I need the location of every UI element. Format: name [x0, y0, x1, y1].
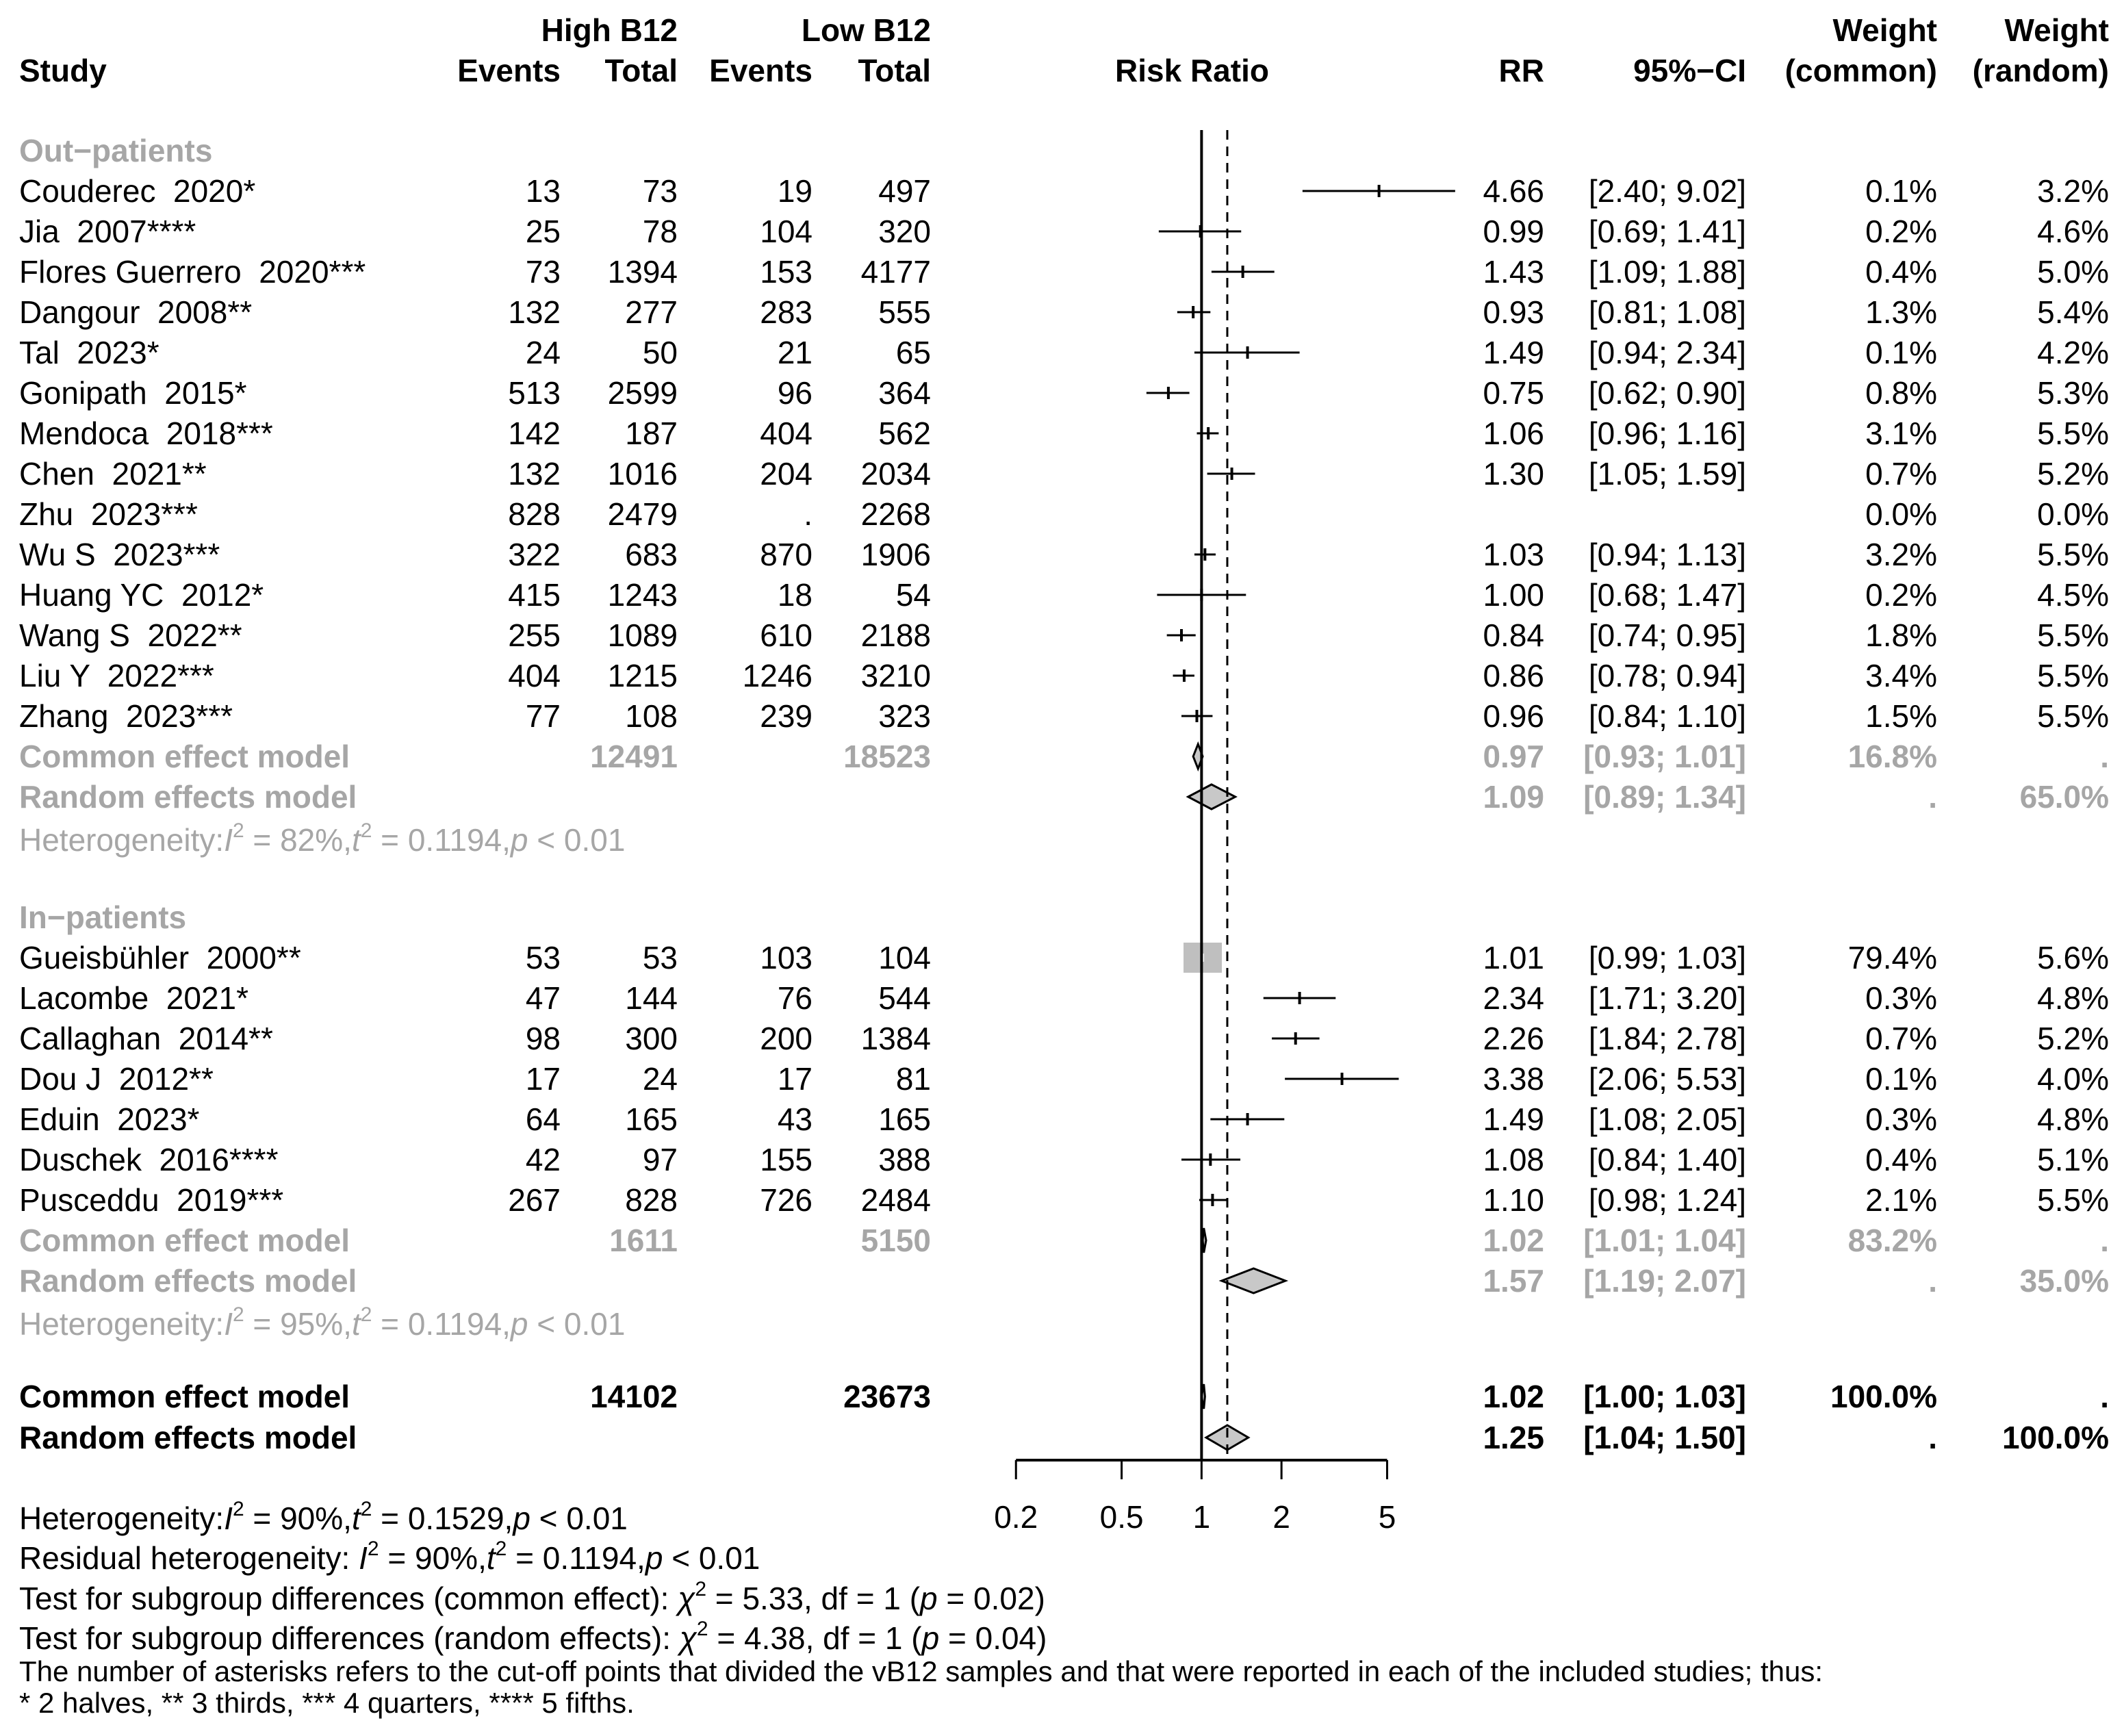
rr-value: 1.03: [1483, 537, 1544, 572]
header-high-b12: High B12: [541, 12, 678, 48]
heterogeneity-part: < 0.01: [530, 1501, 628, 1536]
subgroup-label: In−patients: [19, 899, 187, 935]
rr-value: 0.84: [1483, 617, 1544, 653]
total-low: 562: [878, 416, 931, 451]
header-random: (random): [1972, 53, 2109, 88]
events-high: 828: [508, 496, 561, 532]
events-high: 255: [508, 617, 561, 653]
overall-common-weight-common: 100.0%: [1830, 1379, 1937, 1414]
weight-random: 4.2%: [2037, 335, 2109, 370]
events-high: 42: [525, 1142, 561, 1177]
weight-common: 0.1%: [1865, 335, 1937, 370]
total-high: 108: [625, 698, 678, 734]
footnote-line-2: * 2 halves, ** 3 thirds, *** 4 quarters, **** 5 fifths.: [19, 1687, 635, 1719]
rr-value: 1.08: [1483, 1142, 1544, 1177]
overall-random-weight-common: .: [1928, 1420, 1937, 1455]
total-low: 1384: [860, 1021, 931, 1056]
ci-value: [2.40; 9.02]: [1588, 173, 1746, 209]
weight-common: 1.5%: [1865, 698, 1937, 734]
weight-common: 0.4%: [1865, 1142, 1937, 1177]
ci-value: [0.98; 1.24]: [1588, 1182, 1746, 1218]
common-weight-common: 83.2%: [1847, 1223, 1937, 1258]
weight-common: 0.2%: [1865, 214, 1937, 249]
rr-value: 1.43: [1483, 254, 1544, 290]
study-name: Zhu 2023***: [19, 496, 198, 532]
weight-random: 5.4%: [2037, 294, 2109, 330]
weight-random: 5.5%: [2037, 416, 2109, 451]
weight-random: 5.2%: [2037, 456, 2109, 492]
ci-value: [0.84; 1.10]: [1588, 698, 1746, 734]
rr-value: 0.96: [1483, 698, 1544, 734]
random-rr: 1.09: [1483, 779, 1544, 815]
total-high: 2599: [607, 375, 678, 411]
rr-value: 3.38: [1483, 1061, 1544, 1097]
common-weight-random: .: [2100, 739, 2109, 774]
events-low: 19: [777, 173, 813, 209]
random-rr: 1.57: [1483, 1263, 1544, 1299]
heterogeneity-part: < 0.01: [663, 1540, 760, 1576]
events-low: 870: [760, 537, 813, 572]
test-part: = 4.38, df = 1 (: [708, 1620, 922, 1656]
test-part: p: [921, 1620, 940, 1656]
weight-common: 0.4%: [1865, 254, 1937, 290]
total-low: 165: [878, 1101, 931, 1137]
random-weight-common: .: [1928, 1263, 1937, 1299]
rr-value: 0.93: [1483, 294, 1544, 330]
total-high: 683: [625, 537, 678, 572]
rr-value: 1.10: [1483, 1182, 1544, 1218]
rr-value: 0.99: [1483, 214, 1544, 249]
total-high: 2479: [607, 496, 678, 532]
common-ci: [0.93; 1.01]: [1583, 739, 1746, 774]
weight-common: 0.7%: [1865, 1021, 1937, 1056]
common-total-high: 1611: [609, 1223, 678, 1258]
total-low: 364: [878, 375, 931, 411]
common-effect-diamond: [1203, 1228, 1206, 1253]
random-weight-random: 35.0%: [2019, 1263, 2109, 1299]
study-name: Pusceddu 2019***: [19, 1182, 284, 1218]
weight-random: 5.5%: [2037, 617, 2109, 653]
events-low: 43: [777, 1101, 813, 1137]
ci-value: [0.94; 2.34]: [1588, 335, 1746, 370]
events-high: 415: [508, 577, 561, 613]
total-low: 3210: [860, 658, 931, 693]
test-part: = 0.02): [937, 1581, 1045, 1616]
x-axis-tick-label: 1: [1192, 1499, 1211, 1535]
test-part: 2: [696, 1618, 708, 1640]
events-low: 103: [760, 940, 813, 975]
overall-random-label: Random effects model: [19, 1420, 357, 1455]
weight-random: 4.0%: [2037, 1061, 2109, 1097]
x-axis-tick-label: 0.5: [1099, 1499, 1144, 1535]
events-low: 726: [760, 1182, 813, 1218]
study-name: Gonipath 2015*: [19, 375, 247, 411]
test-part: 2: [695, 1578, 707, 1600]
total-high: 1089: [607, 617, 678, 653]
weight-random: 5.5%: [2037, 1182, 2109, 1218]
events-low: 239: [760, 698, 813, 734]
ci-value: [0.84; 1.40]: [1588, 1142, 1746, 1177]
common-total-high: 12491: [590, 739, 678, 774]
total-high: 165: [625, 1101, 678, 1137]
weight-random: 4.8%: [2037, 980, 2109, 1016]
total-low: 1906: [860, 537, 931, 572]
ci-value: [0.94; 1.13]: [1588, 537, 1746, 572]
total-high: 1016: [607, 456, 678, 492]
weight-random: 5.1%: [2037, 1142, 2109, 1177]
header-low-b12: Low B12: [801, 12, 931, 48]
residual-heterogeneity: Residual heterogeneity: $I^2 = 90\%,t^2 = 0.1194,p < 0.01$: [19, 1537, 760, 1576]
study-name: Dou J 2012**: [19, 1061, 214, 1097]
study-name: Eduin 2023*: [19, 1101, 200, 1137]
total-low: 544: [878, 980, 931, 1016]
ci-value: [1.05; 1.59]: [1588, 456, 1746, 492]
events-high: 73: [525, 254, 561, 290]
rr-value: 1.30: [1483, 456, 1544, 492]
total-low: 388: [878, 1142, 931, 1177]
total-high: 300: [625, 1021, 678, 1056]
rr-value: 2.34: [1483, 980, 1544, 1016]
events-low: 17: [777, 1061, 813, 1097]
weight-common: 1.3%: [1865, 294, 1937, 330]
random-weight-common: .: [1928, 779, 1937, 815]
header-events-high: Events: [457, 53, 561, 88]
events-high: 47: [525, 980, 561, 1016]
test-part: χ: [678, 1581, 695, 1616]
overall-common-ci: [1.00; 1.03]: [1583, 1379, 1746, 1414]
random-ci: [0.89; 1.34]: [1583, 779, 1746, 815]
events-low: 18: [777, 577, 813, 613]
rr-value: 0.75: [1483, 375, 1544, 411]
study-name: Wu S 2023***: [19, 537, 220, 572]
weight-common: 0.3%: [1865, 1101, 1937, 1137]
header-total-low: Total: [858, 53, 931, 88]
heterogeneity-part: Heterogeneity:: [19, 1306, 225, 1342]
weight-random: 5.5%: [2037, 537, 2109, 572]
total-low: 497: [878, 173, 931, 209]
rr-value: 1.00: [1483, 577, 1544, 613]
events-high: 17: [525, 1061, 561, 1097]
events-high: 404: [508, 658, 561, 693]
common-weight-random: .: [2100, 1223, 2109, 1258]
weight-common: 0.2%: [1865, 577, 1937, 613]
rr-value: 0.86: [1483, 658, 1544, 693]
random-ci: [1.19; 2.07]: [1583, 1263, 1746, 1299]
study-name: Liu Y 2022***: [19, 658, 214, 693]
overall-common-rr: 1.02: [1483, 1379, 1544, 1414]
weight-common: 0.8%: [1865, 375, 1937, 411]
overall-random-ci: [1.04; 1.50]: [1583, 1420, 1746, 1455]
weight-random: 5.5%: [2037, 698, 2109, 734]
events-high: 24: [525, 335, 561, 370]
common-total-low: 18523: [843, 739, 931, 774]
total-low: 2188: [860, 617, 931, 653]
heterogeneity-part: = 95%,: [244, 1306, 352, 1342]
header-ci: 95%−CI: [1633, 53, 1746, 88]
weight-common: 0.7%: [1865, 456, 1937, 492]
test-part: χ: [679, 1620, 697, 1656]
rr-value: 1.49: [1483, 335, 1544, 370]
weight-random: 3.2%: [2037, 173, 2109, 209]
x-axis-tick-label: 5: [1378, 1499, 1396, 1535]
subgroup-heterogeneity: $Heterogeneity:I^2 = 95\%,t^2 = 0.1194,p < 0.01$: [19, 1303, 626, 1342]
header-total-high: Total: [604, 53, 678, 88]
heterogeneity-part: = 0.1194,: [372, 822, 511, 858]
events-low: 610: [760, 617, 813, 653]
weight-common: 0.0%: [1865, 496, 1937, 532]
ci-value: [0.62; 0.90]: [1588, 375, 1746, 411]
weight-random: 4.6%: [2037, 214, 2109, 249]
heterogeneity-part: Heterogeneity:: [19, 1501, 225, 1536]
rr-value: 1.01: [1483, 940, 1544, 975]
ci-value: [1.71; 3.20]: [1588, 980, 1746, 1016]
weight-common: 0.1%: [1865, 1061, 1937, 1097]
total-low: 2034: [860, 456, 931, 492]
events-high: 77: [525, 698, 561, 734]
test-part: Test for subgroup differences (random effects):: [19, 1620, 680, 1656]
total-high: 1215: [607, 658, 678, 693]
rr-value: 4.66: [1483, 173, 1544, 209]
study-name: Huang YC 2012*: [19, 577, 264, 613]
total-low: 54: [895, 577, 931, 613]
ci-value: [1.08; 2.05]: [1588, 1101, 1746, 1137]
header-rr: RR: [1498, 53, 1544, 88]
test-part: p: [920, 1581, 938, 1616]
weight-random: 5.6%: [2037, 940, 2109, 975]
total-low: 2484: [860, 1182, 931, 1218]
weight-common: 79.4%: [1847, 940, 1937, 975]
heterogeneity-part: = 0.1194,: [372, 1306, 511, 1342]
study-name: Dangour 2008**: [19, 294, 253, 330]
study-name: Gueisbühler 2000**: [19, 940, 301, 975]
events-low: 1246: [742, 658, 813, 693]
total-high: 187: [625, 416, 678, 451]
study-name: Mendoca 2018***: [19, 416, 273, 451]
total-high: 50: [642, 335, 678, 370]
heterogeneity-part: Heterogeneity:: [19, 822, 225, 858]
study-name: Wang S 2022**: [19, 617, 242, 653]
weight-random: 0.0%: [2037, 496, 2109, 532]
random-effects-label: Random effects model: [19, 1263, 357, 1299]
events-low: 76: [777, 980, 813, 1016]
weight-common: 1.8%: [1865, 617, 1937, 653]
ci-value: [1.84; 2.78]: [1588, 1021, 1746, 1056]
weight-common: 0.1%: [1865, 173, 1937, 209]
common-ci: [1.01; 1.04]: [1583, 1223, 1746, 1258]
weight-common: 3.2%: [1865, 537, 1937, 572]
random-effects-label: Random effects model: [19, 779, 357, 815]
events-low: 155: [760, 1142, 813, 1177]
weight-common: 3.4%: [1865, 658, 1937, 693]
events-low: 96: [777, 375, 813, 411]
test-part: = 0.04): [939, 1620, 1047, 1656]
total-high: 73: [642, 173, 678, 209]
test-subgroup-common: [19, 1578, 1045, 1620]
study-name: Zhang 2023***: [19, 698, 233, 734]
common-rr: 0.97: [1483, 739, 1544, 774]
total-low: 555: [878, 294, 931, 330]
ci-value: [0.69; 1.41]: [1588, 214, 1746, 249]
heterogeneity-part: Residual heterogeneity:: [19, 1540, 359, 1576]
overall-heterogeneity: $Heterogeneity:I^2 = 90\%,t^2 = 0.1529,p < 0.01$: [19, 1498, 628, 1536]
header-common: (common): [1784, 53, 1937, 88]
weight-common: 2.1%: [1865, 1182, 1937, 1218]
ci-value: [0.78; 0.94]: [1588, 658, 1746, 693]
ci-value: [0.74; 0.95]: [1588, 617, 1746, 653]
events-high: 98: [525, 1021, 561, 1056]
common-effect-label: Common effect model: [19, 1223, 350, 1258]
common-weight-common: 16.8%: [1847, 739, 1937, 774]
study-name: Chen 2021**: [19, 456, 207, 492]
ci-value: [0.68; 1.47]: [1588, 577, 1746, 613]
weight-random: 5.5%: [2037, 658, 2109, 693]
test-part: Test for subgroup differences (common effect):: [19, 1581, 678, 1616]
header-study: Study: [19, 53, 107, 88]
heterogeneity-part: < 0.01: [528, 1306, 626, 1342]
weight-random: 5.2%: [2037, 1021, 2109, 1056]
header-weight-common: Weight: [1832, 12, 1937, 48]
events-low: .: [804, 496, 813, 532]
weight-random: 5.3%: [2037, 375, 2109, 411]
study-name: Tal 2023*: [19, 335, 159, 370]
events-high: 53: [525, 940, 561, 975]
total-high: 277: [625, 294, 678, 330]
heterogeneity-part: = 90%,: [244, 1501, 352, 1536]
total-high: 828: [625, 1182, 678, 1218]
total-low: 320: [878, 214, 931, 249]
random-weight-random: 65.0%: [2019, 779, 2109, 815]
ci-value: [1.09; 1.88]: [1588, 254, 1746, 290]
rr-value: 2.26: [1483, 1021, 1544, 1056]
events-low: 153: [760, 254, 813, 290]
events-low: 200: [760, 1021, 813, 1056]
x-axis-tick-label: 2: [1272, 1499, 1290, 1535]
study-name: Lacombe 2021*: [19, 980, 249, 1016]
events-high: 513: [508, 375, 561, 411]
events-low: 283: [760, 294, 813, 330]
header-risk-ratio: Risk Ratio: [1115, 53, 1269, 88]
study-name: Flores Guerrero 2020***: [19, 254, 366, 290]
study-name: Couderec 2020*: [19, 173, 256, 209]
events-high: 142: [508, 416, 561, 451]
total-high: 24: [642, 1061, 678, 1097]
overall-total-high: 14102: [590, 1379, 678, 1414]
total-high: 53: [642, 940, 678, 975]
header-events-low: Events: [709, 53, 813, 88]
events-high: 132: [508, 294, 561, 330]
events-high: 132: [508, 456, 561, 492]
total-high: 1394: [607, 254, 678, 290]
rr-value: 1.49: [1483, 1101, 1544, 1137]
ci-value: [0.96; 1.16]: [1588, 416, 1746, 451]
weight-random: 5.0%: [2037, 254, 2109, 290]
total-low: 4177: [860, 254, 931, 290]
weight-common: 3.1%: [1865, 416, 1937, 451]
total-low: 2268: [860, 496, 931, 532]
total-high: 1243: [607, 577, 678, 613]
overall-common-label: Common effect model: [19, 1379, 350, 1414]
ci-value: [0.99; 1.03]: [1588, 940, 1746, 975]
ci-value: [0.81; 1.08]: [1588, 294, 1746, 330]
common-total-low: 5150: [860, 1223, 931, 1258]
total-low: 323: [878, 698, 931, 734]
events-high: 25: [525, 214, 561, 249]
events-low: 204: [760, 456, 813, 492]
events-low: 104: [760, 214, 813, 249]
total-low: 65: [895, 335, 931, 370]
overall-common-weight-random: .: [2100, 1379, 2109, 1414]
heterogeneity-part: = 0.1529,: [372, 1501, 513, 1536]
events-high: 267: [508, 1182, 561, 1218]
study-name: Duschek 2016****: [19, 1142, 279, 1177]
subgroup-heterogeneity: $Heterogeneity:I^2 = 82\%,t^2 = 0.1194,p < 0.01$: [19, 819, 626, 858]
total-high: 78: [642, 214, 678, 249]
test-part: = 5.33, df = 1 (: [706, 1581, 921, 1616]
subgroup-label: Out−patients: [19, 133, 213, 168]
random-effects-diamond: [1222, 1268, 1285, 1293]
study-name: Callaghan 2014**: [19, 1021, 273, 1056]
overall-random-rr: 1.25: [1483, 1420, 1544, 1455]
study-name: Jia 2007****: [19, 214, 196, 249]
events-low: 404: [760, 416, 813, 451]
common-effect-label: Common effect model: [19, 739, 350, 774]
total-high: 144: [625, 980, 678, 1016]
common-rr: 1.02: [1483, 1223, 1544, 1258]
events-low: 21: [777, 335, 813, 370]
header-weight-random: Weight: [2004, 12, 2109, 48]
overall-random-weight-random: 100.0%: [2001, 1420, 2109, 1455]
events-high: 13: [525, 173, 561, 209]
weight-random: 4.8%: [2037, 1101, 2109, 1137]
total-low: 81: [895, 1061, 931, 1097]
footnote-line-1: The number of asterisks refers to the cut-off points that divided the vB12 samples and that were reported in each of the included studies; thus:: [19, 1655, 1824, 1687]
x-axis-tick-label: 0.2: [994, 1499, 1038, 1535]
events-high: 322: [508, 537, 561, 572]
heterogeneity-part: < 0.01: [528, 822, 626, 858]
total-high: 97: [642, 1142, 678, 1177]
ci-value: [2.06; 5.53]: [1588, 1061, 1746, 1097]
heterogeneity-part: = 0.1194,: [507, 1540, 645, 1576]
weight-random: 4.5%: [2037, 577, 2109, 613]
heterogeneity-part: = 90%,: [379, 1540, 487, 1576]
events-high: 64: [525, 1101, 561, 1137]
total-low: 104: [878, 940, 931, 975]
rr-value: 1.06: [1483, 416, 1544, 451]
weight-common: 0.3%: [1865, 980, 1937, 1016]
heterogeneity-part: = 82%,: [244, 822, 352, 858]
overall-total-low: 23673: [843, 1379, 931, 1414]
